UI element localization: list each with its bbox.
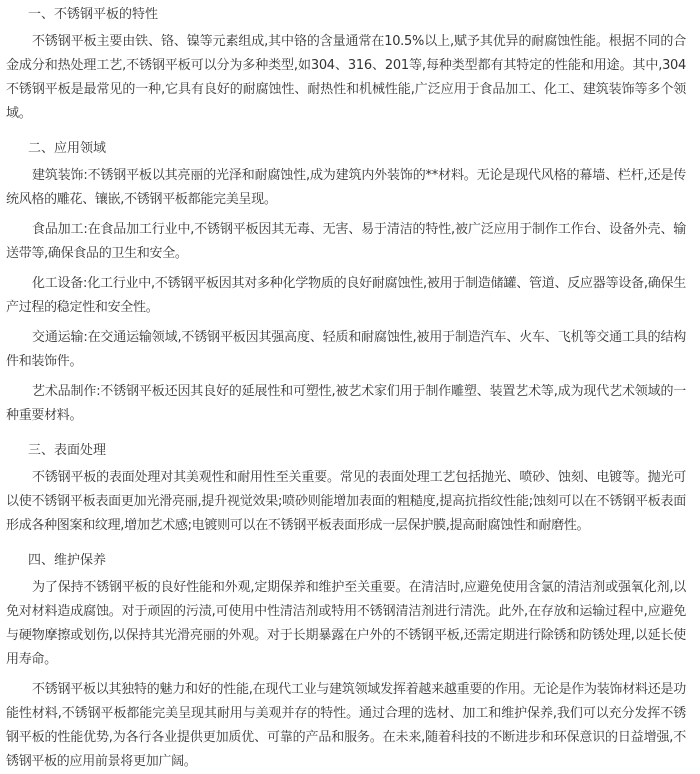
paragraph-transportation: 交通运输:在交通运输领域,不锈钢平板因其强高度、轻质和耐腐蚀性,被用于制造汽车、火车、飞机等交通工具的结构件和装饰件。 [6,330,686,369]
section-heading-surface-treatment: 三、表面处理 [28,443,107,458]
paragraph-properties: 不锈钢平板主要由铁、铬、镍等元素组成,其中铬的含量通常在10.5%以上,赋予其优异的耐腐蚀性能。根据不同的合金成分和热处理工艺,不锈钢平板可以分为多种类型,如304、316、201等,每种类型都有其特定的性能和用途。其中,304不锈钢平板是最常见的一种,它具有良好的耐腐蚀性、耐热性和机械性能,广泛应用于食品加工、化工、建筑装饰等多个领域。 [6,34,686,121]
paragraph-chemical-equipment: 化工设备:化工行业中,不锈钢平板因其对多种化学物质的良好耐腐蚀性,被用于制造储罐、管道、反应器等设备,确保生产过程的稳定性和安全性。 [6,276,686,315]
paragraph-surface-treatment: 不锈钢平板的表面处理对其美观性和耐用性至关重要。常见的表面处理工艺包括抛光、喷砂、蚀刻、电镀等。抛光可以使不锈钢平板表面更加光滑亮丽,提升视觉效果;喷砂则能增加表面的粗糙度,提高抗指纹性能;蚀刻可以在不锈钢平板表面形成各种图案和纹理,增加艺术感;电镀则可以在不锈钢平板表面形成一层保护膜,提高耐腐蚀性和耐磨性。 [6,470,686,533]
paragraph-architecture: 建筑装饰:不锈钢平板以其亮丽的光泽和耐腐蚀性,成为建筑内外装饰的**材料。无论是现代风格的幕墙、栏杆,还是传统风格的雕花、镶嵌,不锈钢平板都能完美呈现。 [6,168,686,207]
paragraph-maintenance: 为了保持不锈钢平板的良好性能和外观,定期保养和维护至关重要。在清洁时,应避免使用含氯的清洁剂或强氧化剂,以免对材料造成腐蚀。对于顽固的污渍,可使用中性清洁剂或特用不锈钢清洁剂进行清洗。此外,在存放和运输过程中,应避免与硬物摩擦或划伤,以保持其光滑亮丽的外观。对于长期暴露在户外的不锈钢平板,还需定期进行除锈和防锈处理,以延长使用寿命。 [6,580,686,667]
paragraph-conclusion: 不锈钢平板以其独特的魅力和好的性能,在现代工业与建筑领域发挥着越来越重要的作用。无论是作为装饰材料还是功能性材料,不锈钢平板都能完美呈现其耐用与美观并存的特性。通过合理的选材、加工和维护保养,我们可以充分发挥不锈钢平板的性能优势,为各行各业提供更加质优、可靠的产品和服务。在未来,随着科技的不断进步和环保意识的日益增强,不锈钢平板的应用前景将更加广阔。 [6,682,686,769]
section-heading-properties: 一、不锈钢平板的特性 [28,7,159,22]
section-heading-maintenance: 四、维护保养 [28,553,107,568]
paragraph-food-processing: 食品加工:在食品加工行业中,不锈钢平板因其无毒、无害、易于清洁的特性,被广泛应用于制作工作台、设备外壳、输送带等,确保食品的卫生和安全。 [6,222,686,261]
section-heading-applications: 二、应用领域 [28,141,107,156]
paragraph-art-making: 艺术品制作:不锈钢平板还因其良好的延展性和可塑性,被艺术家们用于制作雕塑、装置艺术等,成为现代艺术领域的一种重要材料。 [6,384,686,423]
